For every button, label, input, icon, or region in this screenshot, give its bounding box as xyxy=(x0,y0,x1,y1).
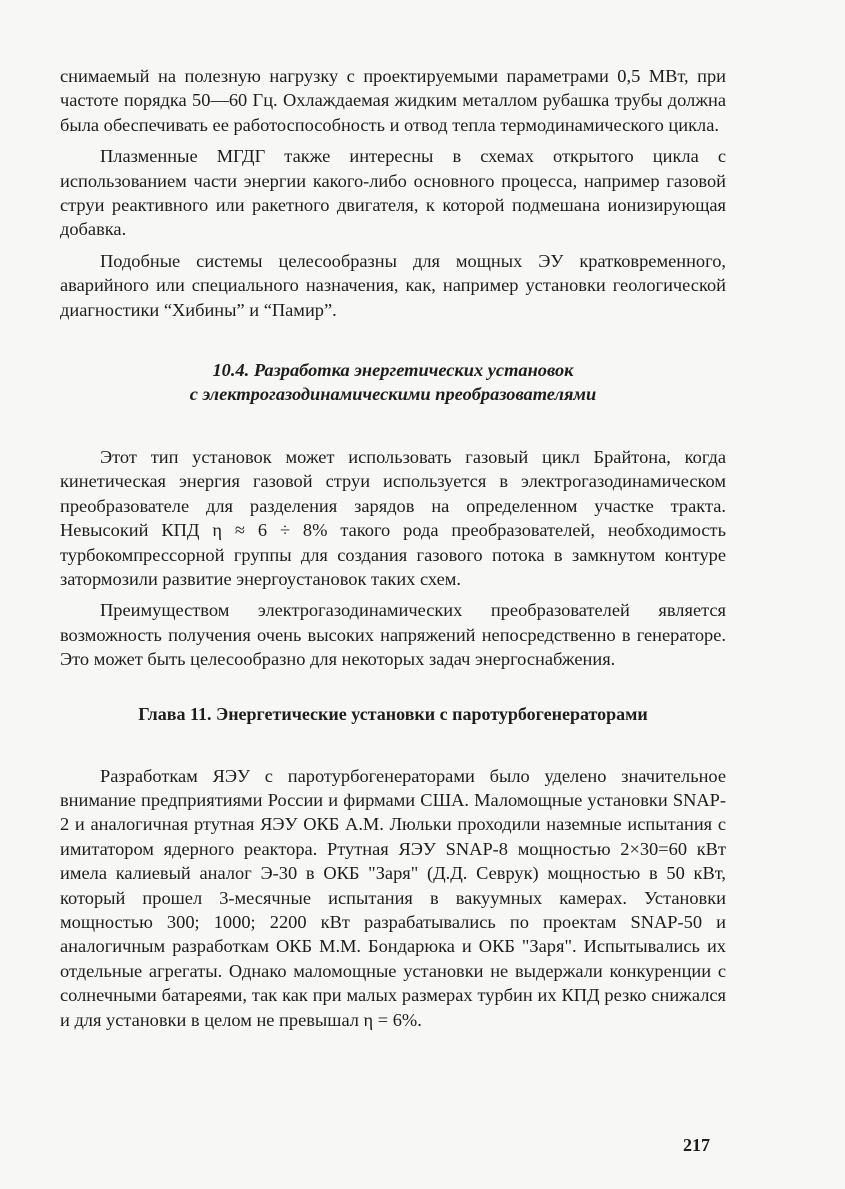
paragraph-brayton-cycle: Этот тип установок может использовать газовый цикл Брайтона, когда кинетическая энергия газовой струи используется в электрогазодинамическом преобразователе для разделения зарядов на определенном участке тракта. Невысокий КПД η ≈ 6 ÷ 8% такого рода преобразователей, необходимость турбокомпрессорной группы для создания газового потока в замкнутом контуре затормозили развитие энергоустановок таких схем. xyxy=(60,446,726,589)
section-heading-line-2: с электрогазодинамическими преобразователями xyxy=(189,384,597,405)
paragraph-steam-turbine: Разработкам ЯЭУ с паротурбогенераторами было уделено значительное внимание предприятиями России и фирмами США. Маломощные установки SNAP-2 и аналогичная ртутная ЯЭУ ОКБ А.М. Люльки проходили наземные испытания с имитатором ядерного реактора. Ртутная ЯЭУ SNAP-8 мощностью 2×30=60 кВт имела калиевый аналог Э-30 в ОКБ "Заря" (Д.Д. Севрук) мощностью в 50 кВт, который прошел 3-месячные испытания в вакуумных камерах. Установки мощностью 300; 1000; 2200 кВт разрабатывались по проектам SNAP-50 и аналогичным разработкам ОКБ М.М. Бондарюка и ОКБ "Заря". Испытывались их отдельные агрегаты. Однако маломощные установки не выдержали конкуренции с солнечными батареями, так как при малых размерах турбин их КПД резко снижался и для установки в целом не превышал η = 6%. xyxy=(60,765,726,1030)
paragraph-similar-systems: Подобные системы целесообразны для мощных ЭУ кратковременного, аварийного или специального назначения, как, например установки геологической диагностики “Хибины” и “Памир”. xyxy=(60,250,726,320)
page-content xyxy=(60,64,726,1032)
paragraph-plasma-mhd: Плазменные МГДГ также интересны в схемах открытого цикла с использованием части энергии какого-либо основного процесса, например газовой струи реактивного или ракетного двигателя, к которой подмешана ионизирующая добавка. xyxy=(60,146,726,240)
section-heading xyxy=(60,358,726,407)
chapter-heading: Глава 11. Энергетические установки с паротурбогенераторами xyxy=(138,703,648,724)
section-heading-line-1: 10.4. Разработка энергетических установок xyxy=(212,360,574,381)
paragraph-continuation: снимаемый на полезную нагрузку с проектируемыми параметрами 0,5 МВт, при частоте порядка 50—60 Гц. Охлаждаемая жидким металлом рубашка трубы должна была обеспечивать ее работоспособность и отвод тепла термодинамического цикла. xyxy=(60,66,726,135)
page-number: 217 xyxy=(683,1135,710,1155)
paragraph-advantages: Преимуществом электрогазодинамических преобразователей является возможность получения очень высоких напряжений непосредственно в генераторе. Это может быть целесообразно для некоторых задач энергоснабжения. xyxy=(60,600,726,670)
